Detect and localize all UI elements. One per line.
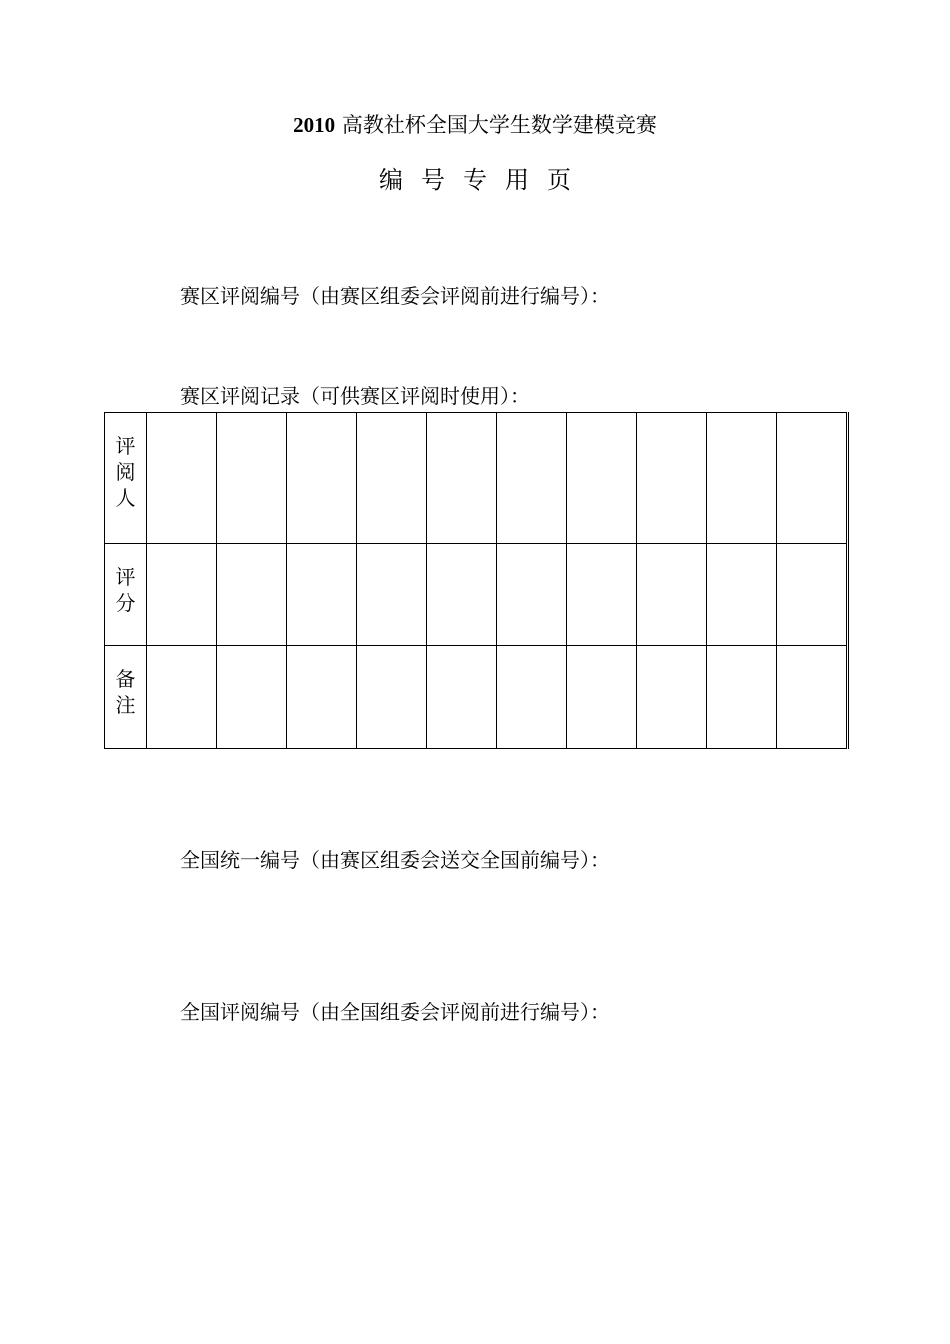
remarks-cell — [707, 646, 777, 749]
score-cell — [217, 544, 287, 646]
reviewer-cell — [427, 413, 497, 544]
reviewer-cell — [777, 413, 848, 544]
reviewer-cell — [217, 413, 287, 544]
remarks-cell — [217, 646, 287, 749]
table-row-remarks — [105, 646, 848, 749]
score-cell — [427, 544, 497, 646]
national-unified-number-label: 全国统一编号（由赛区组委会送交全国前编号）： — [180, 848, 610, 872]
remarks-cell — [427, 646, 497, 749]
remarks-cell — [357, 646, 427, 749]
review-record-table — [104, 412, 849, 749]
score-cell — [567, 544, 637, 646]
remarks-cell — [567, 646, 637, 749]
regional-review-number-label: 赛区评阅编号（由赛区组委会评阅前进行编号）： — [180, 284, 610, 308]
remarks-cell — [637, 646, 707, 749]
reviewer-cell — [357, 413, 427, 544]
reviewer-cell — [497, 413, 567, 544]
title-text: 高教社杯全国大学生数学建模竞赛 — [341, 113, 657, 137]
remarks-cell — [147, 646, 217, 749]
page-title — [0, 110, 950, 140]
table-row-score — [105, 544, 848, 646]
reviewer-cell — [147, 413, 217, 544]
regional-review-record-label: 赛区评阅记录（可供赛区评阅时使用）： — [180, 384, 530, 408]
row-label-reviewer: 评阅人 — [105, 413, 147, 544]
remarks-cell — [497, 646, 567, 749]
score-cell — [357, 544, 427, 646]
score-cell — [777, 544, 848, 646]
score-cell — [287, 544, 357, 646]
score-cell — [147, 544, 217, 646]
score-cell — [637, 544, 707, 646]
remarks-cell — [777, 646, 848, 749]
title-year: 2010 — [293, 113, 336, 137]
reviewer-cell — [287, 413, 357, 544]
reviewer-cell — [567, 413, 637, 544]
row-label-remarks: 备注 — [105, 646, 147, 749]
national-review-number-label: 全国评阅编号（由全国组委会评阅前进行编号）： — [180, 1000, 610, 1024]
reviewer-cell — [637, 413, 707, 544]
score-cell — [707, 544, 777, 646]
table-row-reviewer — [105, 413, 848, 544]
remarks-cell — [287, 646, 357, 749]
page-subtitle: 编号专用页 — [379, 166, 589, 194]
score-cell — [497, 544, 567, 646]
reviewer-cell — [707, 413, 777, 544]
row-label-score: 评分 — [105, 544, 147, 646]
